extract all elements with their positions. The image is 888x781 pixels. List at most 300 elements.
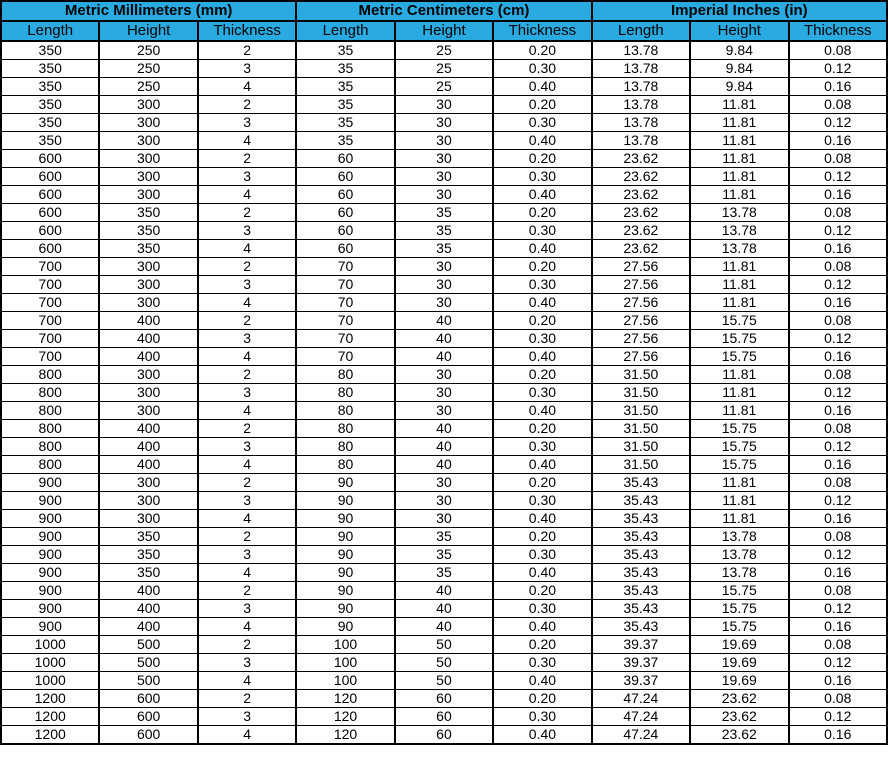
table-cell: 35	[296, 132, 394, 150]
table-cell: 15.75	[690, 438, 788, 456]
table-cell: 31.50	[592, 402, 690, 420]
table-cell: 40	[395, 618, 493, 636]
table-cell: 250	[99, 60, 197, 78]
col-header-in-length: Length	[592, 21, 690, 41]
table-cell: 300	[99, 114, 197, 132]
table-cell: 600	[1, 168, 99, 186]
table-cell: 0.20	[493, 150, 591, 168]
table-cell: 0.20	[493, 636, 591, 654]
table-cell: 0.16	[789, 564, 888, 582]
col-header-in-thickness: Thickness	[789, 21, 888, 41]
table-cell: 4	[198, 294, 296, 312]
table-cell: 0.08	[789, 96, 888, 114]
table-cell: 500	[99, 672, 197, 690]
table-cell: 15.75	[690, 420, 788, 438]
table-cell: 0.20	[493, 258, 591, 276]
table-cell: 0.40	[493, 618, 591, 636]
table-cell: 35.43	[592, 582, 690, 600]
table-cell: 60	[296, 186, 394, 204]
table-cell: 13.78	[592, 114, 690, 132]
table-cell: 0.12	[789, 600, 888, 618]
table-cell: 700	[1, 330, 99, 348]
table-cell: 4	[198, 672, 296, 690]
table-cell: 700	[1, 312, 99, 330]
table-cell: 13.78	[592, 96, 690, 114]
table-cell: 300	[99, 294, 197, 312]
table-cell: 11.81	[690, 150, 788, 168]
table-cell: 900	[1, 510, 99, 528]
table-cell: 0.16	[789, 132, 888, 150]
table-cell: 0.20	[493, 582, 591, 600]
table-cell: 0.12	[789, 276, 888, 294]
table-cell: 600	[1, 222, 99, 240]
table-cell: 27.56	[592, 294, 690, 312]
table-cell: 2	[198, 528, 296, 546]
table-cell: 0.08	[789, 690, 888, 708]
table-cell: 23.62	[592, 240, 690, 258]
table-cell: 0.08	[789, 636, 888, 654]
table-cell: 0.12	[789, 114, 888, 132]
table-row	[1, 600, 887, 618]
table-cell: 350	[1, 114, 99, 132]
table-cell: 30	[395, 402, 493, 420]
table-row	[1, 672, 887, 690]
table-cell: 300	[99, 384, 197, 402]
table-cell: 15.75	[690, 582, 788, 600]
table-cell: 30	[395, 186, 493, 204]
table-cell: 23.62	[592, 168, 690, 186]
table-cell: 900	[1, 618, 99, 636]
table-cell: 900	[1, 564, 99, 582]
table-cell: 350	[99, 222, 197, 240]
table-row	[1, 114, 887, 132]
table-cell: 11.81	[690, 510, 788, 528]
table-row	[1, 438, 887, 456]
table-cell: 0.12	[789, 546, 888, 564]
table-cell: 0.12	[789, 60, 888, 78]
table-row	[1, 366, 887, 384]
table-cell: 0.08	[789, 41, 888, 60]
table-cell: 1000	[1, 654, 99, 672]
table-cell: 600	[99, 726, 197, 745]
table-cell: 70	[296, 258, 394, 276]
table-cell: 800	[1, 402, 99, 420]
table-cell: 30	[395, 276, 493, 294]
table-cell: 0.40	[493, 348, 591, 366]
table-cell: 0.16	[789, 456, 888, 474]
col-header-mm-length: Length	[1, 21, 99, 41]
table-cell: 500	[99, 636, 197, 654]
table-cell: 35	[395, 240, 493, 258]
table-cell: 70	[296, 312, 394, 330]
table-cell: 350	[1, 41, 99, 60]
table-cell: 25	[395, 60, 493, 78]
table-cell: 350	[1, 132, 99, 150]
table-cell: 3	[198, 438, 296, 456]
table-cell: 4	[198, 78, 296, 96]
table-cell: 80	[296, 456, 394, 474]
table-row	[1, 420, 887, 438]
table-cell: 0.30	[493, 546, 591, 564]
table-cell: 30	[395, 258, 493, 276]
table-cell: 70	[296, 294, 394, 312]
table-cell: 0.40	[493, 726, 591, 745]
table-row	[1, 348, 887, 366]
table-row	[1, 690, 887, 708]
table-cell: 400	[99, 348, 197, 366]
table-cell: 1000	[1, 672, 99, 690]
table-cell: 400	[99, 420, 197, 438]
table-cell: 15.75	[690, 600, 788, 618]
table-row	[1, 564, 887, 582]
table-cell: 31.50	[592, 384, 690, 402]
table-cell: 80	[296, 438, 394, 456]
table-cell: 27.56	[592, 258, 690, 276]
table-cell: 0.08	[789, 474, 888, 492]
table-cell: 4	[198, 564, 296, 582]
table-cell: 1200	[1, 726, 99, 745]
table-cell: 30	[395, 492, 493, 510]
table-row	[1, 492, 887, 510]
table-cell: 2	[198, 258, 296, 276]
table-cell: 350	[99, 564, 197, 582]
table-cell: 2	[198, 312, 296, 330]
table-row	[1, 60, 887, 78]
table-cell: 250	[99, 41, 197, 60]
table-cell: 90	[296, 582, 394, 600]
table-cell: 2	[198, 474, 296, 492]
table-cell: 300	[99, 276, 197, 294]
table-cell: 23.62	[690, 726, 788, 745]
sub-header-row	[1, 21, 887, 41]
table-cell: 31.50	[592, 420, 690, 438]
table-cell: 0.08	[789, 420, 888, 438]
table-cell: 2	[198, 96, 296, 114]
col-header-cm-height: Height	[395, 21, 493, 41]
table-cell: 3	[198, 600, 296, 618]
table-cell: 300	[99, 132, 197, 150]
table-cell: 30	[395, 510, 493, 528]
table-cell: 900	[1, 600, 99, 618]
table-cell: 39.37	[592, 636, 690, 654]
table-cell: 350	[99, 204, 197, 222]
table-cell: 0.16	[789, 726, 888, 745]
table-cell: 700	[1, 348, 99, 366]
table-cell: 0.20	[493, 420, 591, 438]
table-body	[1, 41, 887, 744]
table-cell: 0.16	[789, 78, 888, 96]
table-cell: 400	[99, 312, 197, 330]
table-cell: 100	[296, 654, 394, 672]
table-cell: 400	[99, 330, 197, 348]
table-cell: 0.30	[493, 654, 591, 672]
group-header-imperial-inches: Imperial Inches (in)	[592, 1, 887, 21]
table-cell: 300	[99, 402, 197, 420]
table-cell: 35.43	[592, 492, 690, 510]
table-row	[1, 474, 887, 492]
table-cell: 0.16	[789, 510, 888, 528]
table-cell: 15.75	[690, 456, 788, 474]
table-cell: 400	[99, 618, 197, 636]
table-cell: 700	[1, 294, 99, 312]
table-cell: 0.20	[493, 96, 591, 114]
table-cell: 30	[395, 96, 493, 114]
table-cell: 90	[296, 600, 394, 618]
table-cell: 40	[395, 600, 493, 618]
table-cell: 90	[296, 474, 394, 492]
table-cell: 3	[198, 222, 296, 240]
table-row	[1, 96, 887, 114]
group-header-metric-centimeters: Metric Centimeters (cm)	[296, 1, 591, 21]
table-cell: 0.30	[493, 276, 591, 294]
table-cell: 400	[99, 438, 197, 456]
table-cell: 90	[296, 492, 394, 510]
table-row	[1, 78, 887, 96]
table-cell: 0.40	[493, 672, 591, 690]
table-cell: 11.81	[690, 96, 788, 114]
table-cell: 0.40	[493, 240, 591, 258]
table-cell: 31.50	[592, 366, 690, 384]
table-cell: 4	[198, 186, 296, 204]
table-cell: 30	[395, 294, 493, 312]
table-cell: 3	[198, 114, 296, 132]
table-row	[1, 510, 887, 528]
table-cell: 13.78	[690, 222, 788, 240]
table-cell: 100	[296, 636, 394, 654]
table-cell: 35	[296, 60, 394, 78]
table-cell: 0.08	[789, 150, 888, 168]
table-row	[1, 150, 887, 168]
table-cell: 300	[99, 96, 197, 114]
table-cell: 13.78	[592, 78, 690, 96]
table-cell: 11.81	[690, 402, 788, 420]
table-cell: 600	[1, 204, 99, 222]
table-cell: 40	[395, 582, 493, 600]
table-cell: 0.08	[789, 204, 888, 222]
table-row	[1, 618, 887, 636]
table-cell: 40	[395, 312, 493, 330]
table-cell: 47.24	[592, 690, 690, 708]
table-cell: 0.30	[493, 114, 591, 132]
table-cell: 60	[395, 726, 493, 745]
table-cell: 40	[395, 456, 493, 474]
table-cell: 4	[198, 240, 296, 258]
table-cell: 1200	[1, 690, 99, 708]
table-cell: 47.24	[592, 726, 690, 745]
col-header-mm-height: Height	[99, 21, 197, 41]
table-cell: 80	[296, 384, 394, 402]
table-cell: 0.20	[493, 41, 591, 60]
table-cell: 35	[296, 96, 394, 114]
table-row	[1, 384, 887, 402]
table-cell: 0.08	[789, 582, 888, 600]
table-cell: 800	[1, 420, 99, 438]
table-row	[1, 582, 887, 600]
table-cell: 0.30	[493, 168, 591, 186]
table-cell: 50	[395, 636, 493, 654]
table-cell: 900	[1, 546, 99, 564]
table-cell: 30	[395, 114, 493, 132]
table-cell: 400	[99, 456, 197, 474]
table-cell: 300	[99, 150, 197, 168]
table-cell: 2	[198, 636, 296, 654]
table-cell: 4	[198, 402, 296, 420]
table-row	[1, 132, 887, 150]
table-cell: 23.62	[592, 204, 690, 222]
table-cell: 0.40	[493, 456, 591, 474]
table-cell: 90	[296, 564, 394, 582]
table-cell: 11.81	[690, 492, 788, 510]
table-cell: 600	[1, 240, 99, 258]
table-cell: 0.16	[789, 672, 888, 690]
table-cell: 900	[1, 528, 99, 546]
table-cell: 11.81	[690, 132, 788, 150]
table-cell: 4	[198, 618, 296, 636]
table-cell: 35	[395, 222, 493, 240]
table-cell: 23.62	[592, 150, 690, 168]
table-cell: 60	[395, 690, 493, 708]
table-cell: 400	[99, 600, 197, 618]
table-cell: 60	[296, 168, 394, 186]
table-row	[1, 636, 887, 654]
table-cell: 0.20	[493, 366, 591, 384]
table-cell: 600	[99, 690, 197, 708]
table-cell: 900	[1, 492, 99, 510]
table-cell: 0.16	[789, 402, 888, 420]
table-cell: 11.81	[690, 168, 788, 186]
table-cell: 700	[1, 258, 99, 276]
table-cell: 39.37	[592, 672, 690, 690]
group-header-metric-millimeters: Metric Millimeters (mm)	[1, 1, 296, 21]
table-cell: 0.20	[493, 474, 591, 492]
table-cell: 30	[395, 366, 493, 384]
table-cell: 15.75	[690, 330, 788, 348]
table-cell: 23.62	[690, 708, 788, 726]
table-cell: 80	[296, 366, 394, 384]
table-cell: 27.56	[592, 312, 690, 330]
table-cell: 80	[296, 402, 394, 420]
table-row	[1, 726, 887, 745]
table-row	[1, 294, 887, 312]
table-cell: 25	[395, 41, 493, 60]
table-row	[1, 276, 887, 294]
table-cell: 800	[1, 366, 99, 384]
table-cell: 35	[395, 528, 493, 546]
table-cell: 0.30	[493, 384, 591, 402]
table-cell: 19.69	[690, 654, 788, 672]
table-cell: 2	[198, 582, 296, 600]
table-cell: 0.08	[789, 366, 888, 384]
table-cell: 350	[99, 528, 197, 546]
table-cell: 3	[198, 330, 296, 348]
table-cell: 35	[296, 114, 394, 132]
table-cell: 0.20	[493, 690, 591, 708]
table-row	[1, 204, 887, 222]
table-cell: 350	[1, 96, 99, 114]
table-cell: 1000	[1, 636, 99, 654]
table-cell: 700	[1, 276, 99, 294]
table-cell: 120	[296, 726, 394, 745]
table-cell: 11.81	[690, 114, 788, 132]
table-row	[1, 456, 887, 474]
table-cell: 47.24	[592, 708, 690, 726]
table-cell: 120	[296, 690, 394, 708]
table-cell: 90	[296, 618, 394, 636]
table-cell: 35.43	[592, 564, 690, 582]
table-cell: 35	[395, 204, 493, 222]
table-row	[1, 41, 887, 60]
table-cell: 120	[296, 708, 394, 726]
table-cell: 0.40	[493, 402, 591, 420]
table-cell: 30	[395, 132, 493, 150]
table-cell: 350	[1, 78, 99, 96]
table-cell: 35.43	[592, 546, 690, 564]
table-cell: 39.37	[592, 654, 690, 672]
table-cell: 40	[395, 348, 493, 366]
table-row	[1, 330, 887, 348]
table-row	[1, 222, 887, 240]
table-cell: 0.30	[493, 600, 591, 618]
table-cell: 0.30	[493, 60, 591, 78]
table-cell: 70	[296, 348, 394, 366]
table-cell: 13.78	[690, 204, 788, 222]
table-header	[1, 1, 887, 41]
table-cell: 27.56	[592, 330, 690, 348]
table-cell: 15.75	[690, 312, 788, 330]
col-header-in-height: Height	[690, 21, 788, 41]
table-cell: 40	[395, 330, 493, 348]
table-row	[1, 528, 887, 546]
table-cell: 900	[1, 474, 99, 492]
table-cell: 0.12	[789, 168, 888, 186]
table-cell: 25	[395, 78, 493, 96]
table-cell: 0.30	[493, 222, 591, 240]
table-cell: 300	[99, 168, 197, 186]
table-cell: 15.75	[690, 348, 788, 366]
table-cell: 100	[296, 672, 394, 690]
table-cell: 35.43	[592, 600, 690, 618]
table-cell: 23.62	[592, 222, 690, 240]
table-cell: 60	[296, 204, 394, 222]
table-cell: 0.30	[493, 438, 591, 456]
table-row	[1, 654, 887, 672]
table-cell: 11.81	[690, 276, 788, 294]
table-cell: 50	[395, 654, 493, 672]
table-cell: 0.12	[789, 654, 888, 672]
table-cell: 2	[198, 150, 296, 168]
col-header-mm-thickness: Thickness	[198, 21, 296, 41]
table-cell: 60	[296, 240, 394, 258]
table-cell: 800	[1, 456, 99, 474]
table-cell: 13.78	[592, 60, 690, 78]
table-cell: 0.16	[789, 294, 888, 312]
table-cell: 11.81	[690, 258, 788, 276]
table-cell: 60	[395, 708, 493, 726]
table-cell: 0.12	[789, 384, 888, 402]
table-cell: 3	[198, 384, 296, 402]
table-cell: 80	[296, 420, 394, 438]
table-cell: 90	[296, 546, 394, 564]
table-cell: 31.50	[592, 456, 690, 474]
table-cell: 0.08	[789, 312, 888, 330]
table-cell: 500	[99, 654, 197, 672]
table-cell: 35.43	[592, 474, 690, 492]
table-cell: 300	[99, 492, 197, 510]
col-header-cm-thickness: Thickness	[493, 21, 591, 41]
table-cell: 300	[99, 474, 197, 492]
table-cell: 19.69	[690, 636, 788, 654]
table-cell: 0.16	[789, 618, 888, 636]
